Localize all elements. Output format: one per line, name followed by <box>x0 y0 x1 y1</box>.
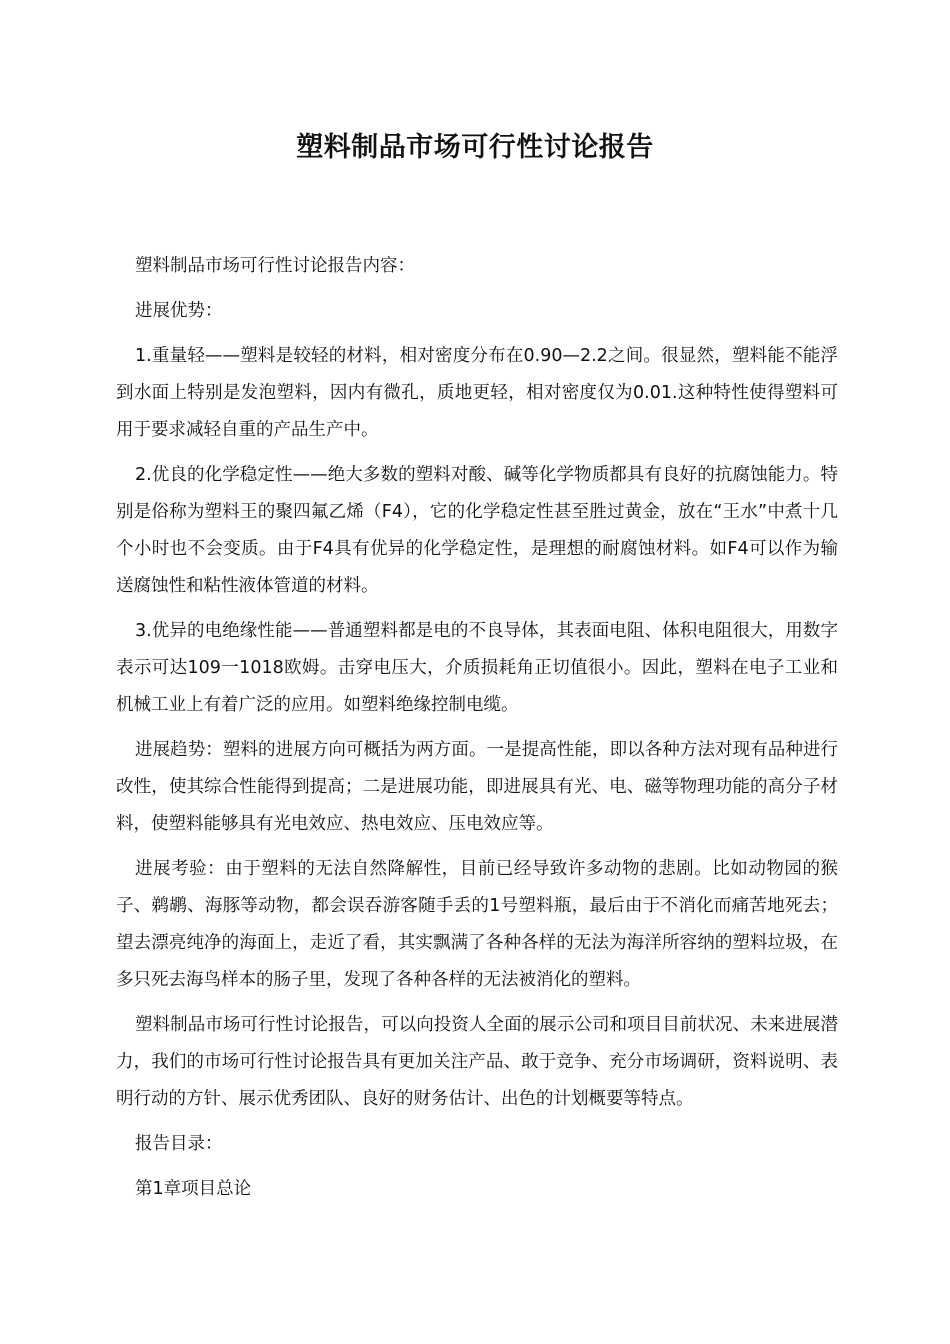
paragraph-chemical-stability: 2.优良的化学稳定性——绝大多数的塑料对酸、碱等化学物质都具有良好的抗腐蚀能力。特别是俗称为塑料王的聚四氟乙烯（F4），它的化学稳定性甚至胜过黄金，放在“王水”中煮十几个小时也不会变质。由于F4具有优异的化学稳定性，是理想的耐腐蚀材料。如F4可以作为输送腐蚀性和粘性液体管道的材料。 <box>116 465 838 596</box>
paragraph-intro: 塑料制品市场可行性讨论报告内容： <box>135 256 415 276</box>
paragraph-advantages-heading: 进展优势： <box>135 301 223 321</box>
paragraph-electrical-insulation: 3.优异的电绝缘性能——普通塑料都是电的不良导体，其表面电阻、体积电阻很大，用数字表示可达109一1018欧姆。击穿电压大，介质损耗角正切值很小。因此，塑料在电子工业和机械工业上有着广泛的应用。如塑料绝缘控制电缆。 <box>116 621 838 715</box>
paragraph-report-summary: 塑料制品市场可行性讨论报告，可以向投资人全面的展示公司和项目目前状况、未来进展潜力，我们的市场可行性讨论报告具有更加关注产品、敢于竞争、充分市场调研，资料说明、表明行动的方针、展示优秀团队、良好的财务估计、出色的计划概要等特点。 <box>116 1015 838 1109</box>
document-body <box>116 248 838 1216</box>
paragraph-trends: 进展趋势：塑料的进展方向可概括为两方面。一是提高性能，即以各种方法对现有品种进行改性，使其综合性能得到提高；二是进展功能，即进展具有光、电、磁等物理功能的高分子材料，使塑料能够具有光电效应、热电效应、压电效应等。 <box>116 740 838 834</box>
document-title: 塑料制品市场可行性讨论报告 <box>296 132 654 163</box>
paragraph-chapter-1: 第1章项目总论 <box>135 1179 252 1199</box>
paragraph-light-weight: 1.重量轻——塑料是较轻的材料，相对密度分布在0.90—2.2之间。很显然，塑料能不能浮到水面上特别是发泡塑料，因内有微孔，质地更轻，相对密度仅为0.01.这种特性使得塑料可用于要求减轻自重的产品生产中。 <box>116 346 838 440</box>
paragraph-toc-heading: 报告目录： <box>135 1134 223 1154</box>
paragraph-challenges: 进展考验：由于塑料的无法自然降解性，目前已经导致许多动物的悲剧。比如动物园的猴子、鹈鹕、海豚等动物，都会误吞游客随手丢的1号塑料瓶，最后由于不消化而痛苦地死去；望去漂亮纯净的海面上，走近了看，其实飘满了各种各样的无法为海洋所容纳的塑料垃圾，在多只死去海鸟样本的肠子里，发现了各种各样的无法被消化的塑料。 <box>116 859 838 990</box>
